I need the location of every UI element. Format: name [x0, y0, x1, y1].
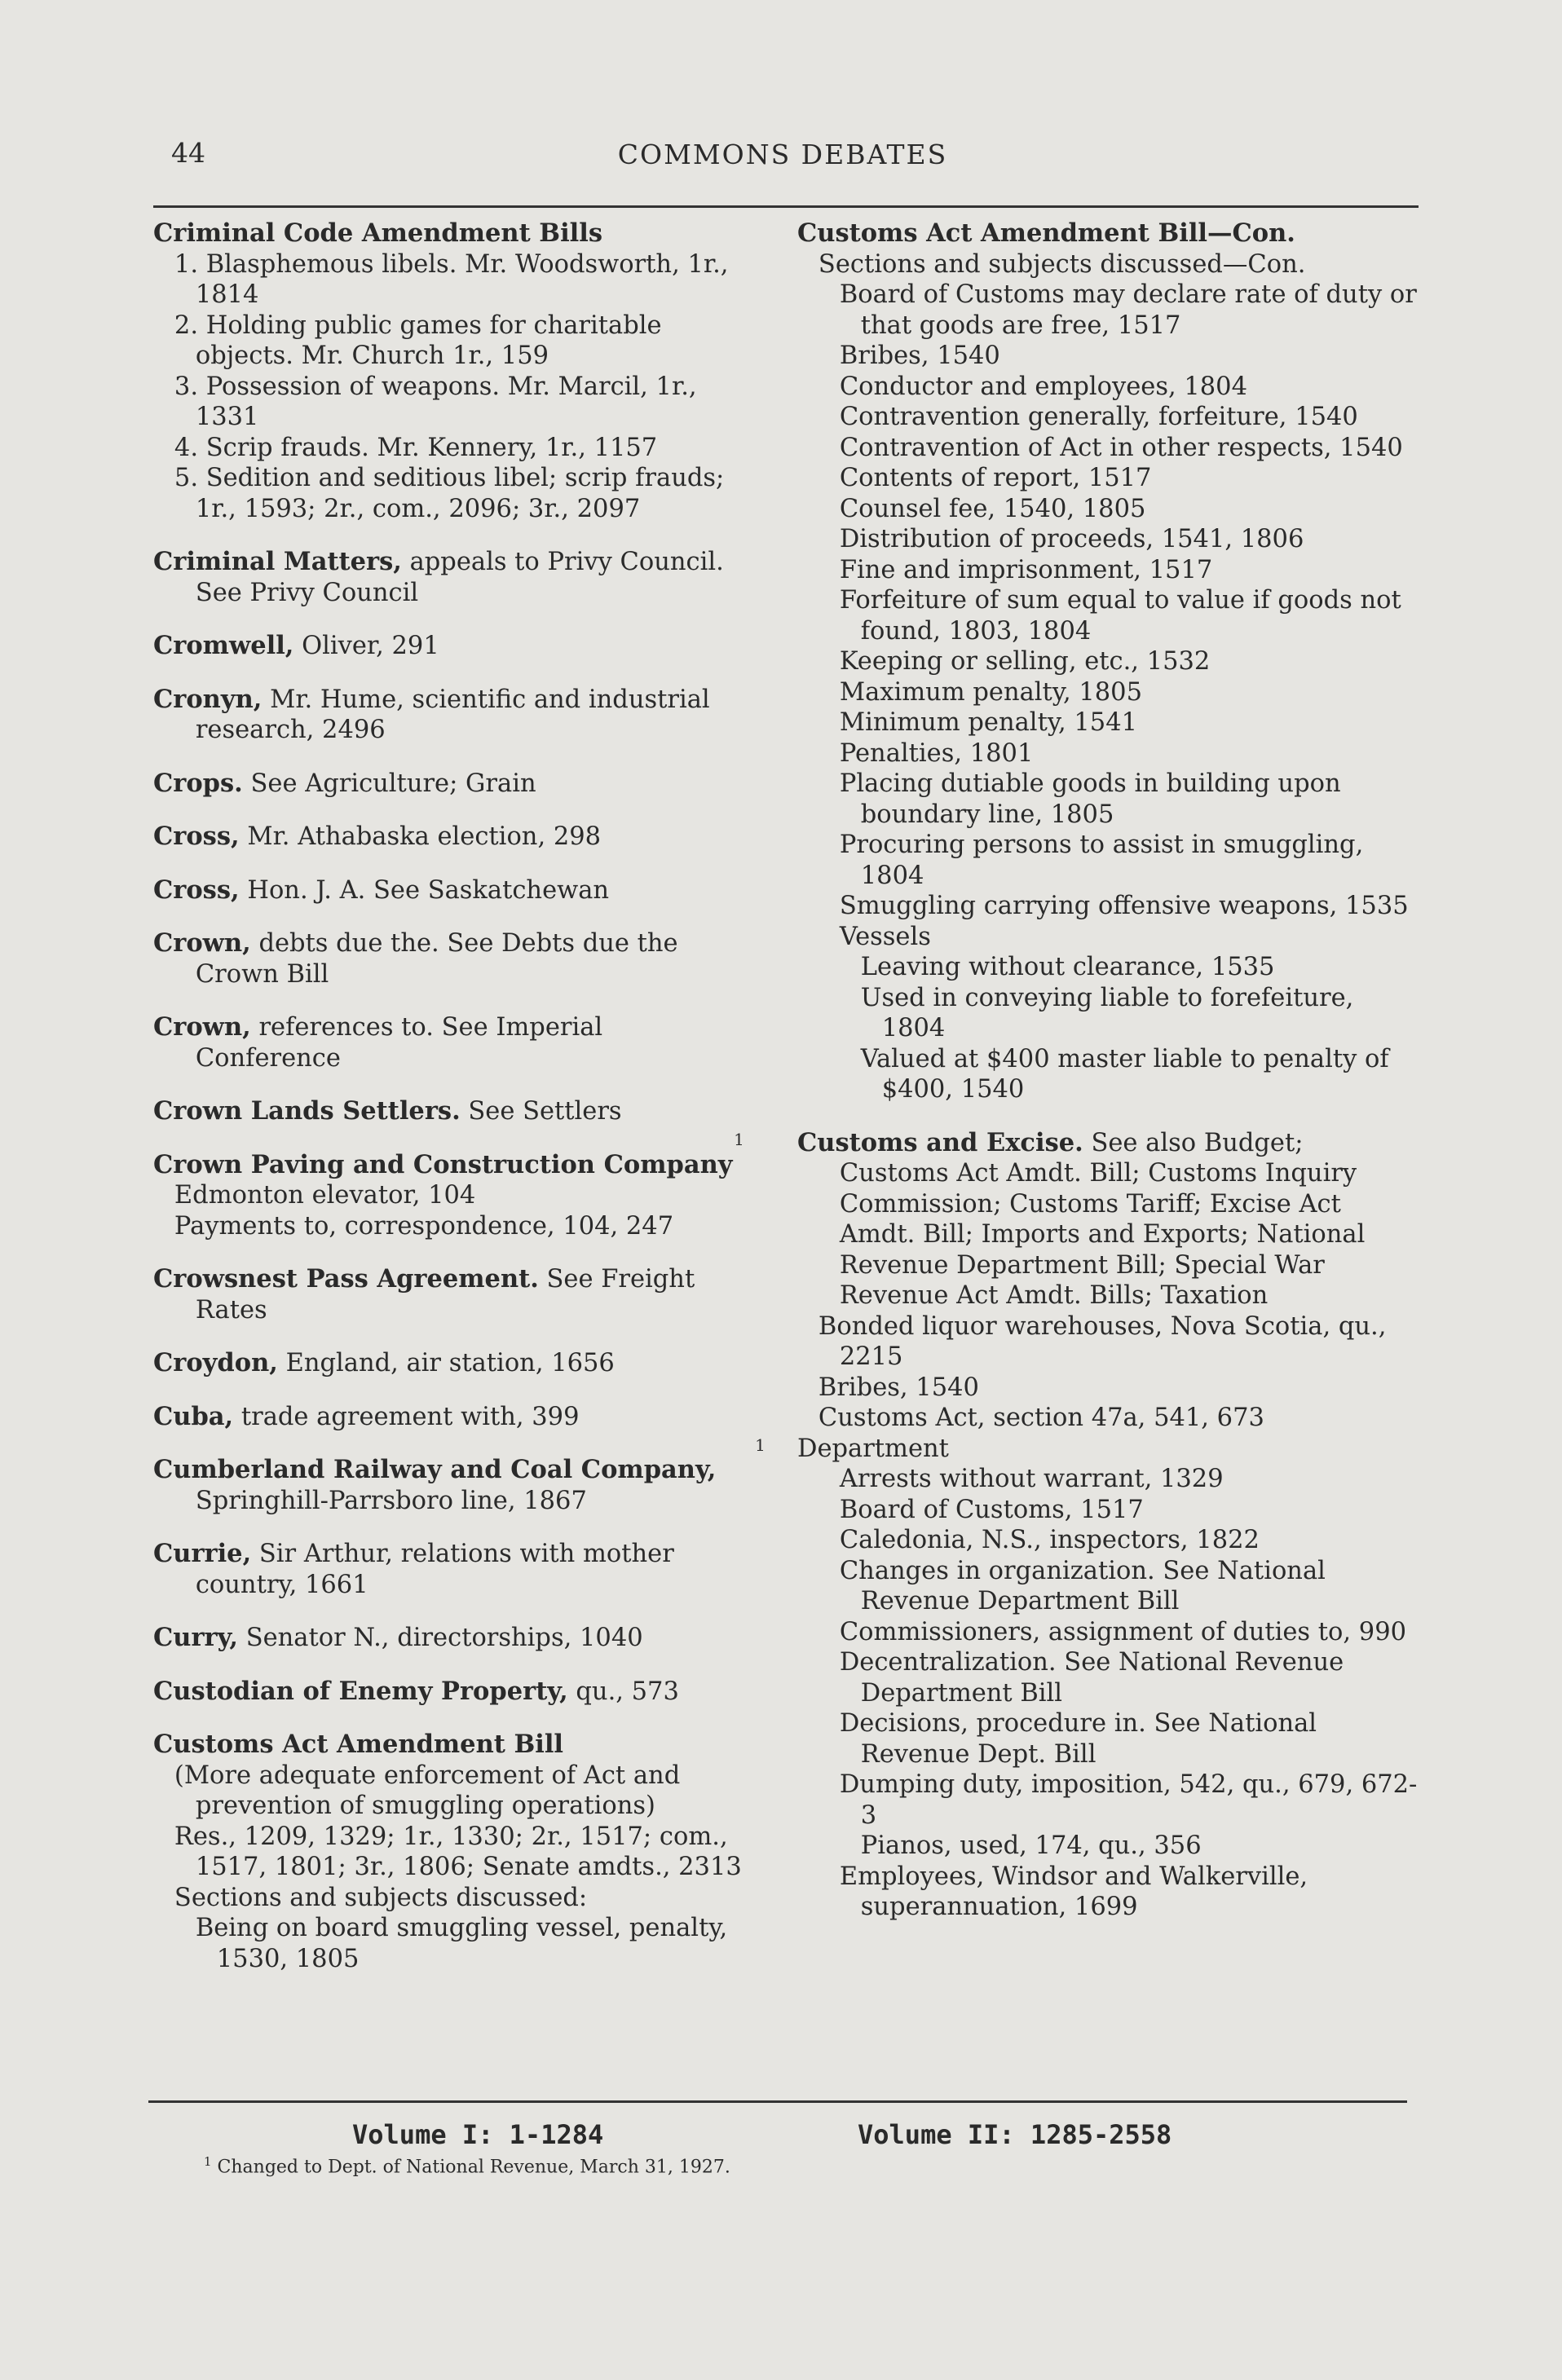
index-subentry	[153, 1211, 755, 1242]
entry-text: Bonded liquor warehouses, Nova Scotia, qu., 2215	[818, 1311, 1387, 1371]
index-subentry	[797, 1495, 1419, 1526]
entry-text: England, air station, 1656	[277, 1349, 615, 1377]
header-rule	[153, 205, 1419, 208]
index-subentry: 1 Department	[755, 1434, 949, 1463]
index-entry-heading	[153, 1096, 755, 1127]
entry-text: Senator N., directorships, 1040	[238, 1624, 643, 1652]
index-entry-heading	[153, 875, 755, 906]
entry-text: Sections and subjects discussed:	[174, 1883, 588, 1912]
entry-text: Bribes, 1540	[839, 342, 1000, 370]
entry-text: Department	[797, 1434, 949, 1463]
index-subentry	[797, 1556, 1419, 1617]
entry-text: Commissioners, assignment of duties to, 990	[839, 1617, 1406, 1646]
index-entry-heading	[153, 769, 755, 800]
index-entry-heading	[153, 822, 755, 853]
entry-term: Cromwell,	[153, 631, 294, 660]
index-entry-heading	[153, 1677, 755, 1708]
index-subentry	[797, 463, 1419, 494]
index-subentry	[153, 1913, 755, 1974]
entry-text: Smuggling carrying offensive weapons, 1535	[839, 892, 1409, 920]
entry-text: Caledonia, N.S., inspectors, 1822	[839, 1526, 1260, 1554]
footer-rule	[148, 2100, 1407, 2103]
entry-text: Distribution of proceeds, 1541, 1806	[839, 525, 1304, 553]
entry-text: See Settlers	[460, 1097, 622, 1126]
index-subentry	[797, 1647, 1419, 1708]
index-subentry	[797, 1373, 1419, 1404]
index-entry-heading	[153, 547, 755, 608]
index-subentry	[797, 1403, 1419, 1434]
entry-text: Vessels	[839, 922, 931, 951]
entry-text: Counsel fee, 1540, 1805	[839, 494, 1146, 523]
index-subentry	[797, 1770, 1419, 1831]
entry-text: Oliver, 291	[293, 632, 439, 660]
index-subentry	[797, 952, 1419, 983]
index-subentry	[797, 830, 1419, 891]
entry-text: See Freight Rates	[195, 1265, 695, 1324]
running-head: COMMONS DEBATES	[617, 139, 948, 170]
entry-text: Decisions, procedure in. See National Revenue Dept. Bill	[839, 1709, 1317, 1769]
index-entry-heading	[153, 1348, 755, 1379]
entry-term: Croydon,	[153, 1348, 278, 1377]
index-subentry	[797, 1831, 1419, 1862]
index-entry-heading	[797, 218, 1419, 249]
entry-text: Leaving without clearance, 1535	[860, 953, 1275, 981]
entry-text: Sir Arthur, relations with mother country, 1661	[195, 1540, 674, 1599]
index-entry-heading	[153, 685, 755, 746]
index-subentry	[153, 1761, 755, 1822]
entry-text: 2. Holding public games for charitable objects. Mr. Church 1r., 159	[174, 311, 662, 370]
index-subentry	[153, 249, 755, 311]
entry-text: Contravention generally, forfeiture, 1540	[839, 403, 1358, 431]
index-subentry	[153, 463, 755, 524]
entry-text: Keeping or selling, etc., 1532	[839, 647, 1211, 676]
entry-text: (More adequate enforcement of Act and prevention of smuggling operations)	[174, 1761, 681, 1820]
index-entry-heading	[153, 218, 755, 249]
index-subentry	[797, 922, 1419, 953]
entry-text: Hon. J. A. See Saskatchewan	[239, 875, 610, 905]
entry-term: Customs Act Amendment Bill—Con.	[797, 218, 1295, 248]
index-subentry	[797, 1862, 1419, 1923]
footnote	[204, 2154, 730, 2177]
footnote-marker: 1	[204, 2154, 212, 2169]
index-entry-heading	[153, 1730, 755, 1761]
entry-text: references to. See Imperial Conference	[195, 1013, 603, 1073]
entry-text: Pianos, used, 174, qu., 356	[860, 1831, 1202, 1860]
index-subentry	[797, 738, 1419, 769]
entry-text: Maximum penalty, 1805	[839, 677, 1142, 707]
entry-text: 3. Possession of weapons. Mr. Marcil, 1r., 1331	[174, 372, 697, 431]
index-subentry	[797, 677, 1419, 708]
entry-term: Cuba,	[153, 1401, 234, 1431]
index-subentry	[797, 494, 1419, 525]
entry-text: Arrests without warrant, 1329	[839, 1465, 1224, 1493]
page-number: 44	[171, 137, 205, 169]
entry-term: Criminal Code Amendment Bills	[153, 218, 603, 248]
entry-text: Minimum penalty, 1541	[839, 708, 1138, 737]
entry-text: Mr. Athabaska election, 298	[239, 822, 602, 851]
entry-text: Res., 1209, 1329; 1r., 1330; 2r., 1517; com., 1517, 1801; 3r., 1806; Senate amdts., 2313	[174, 1822, 742, 1881]
entry-text: See Agriculture; Grain	[242, 769, 536, 798]
index-subentry	[797, 1525, 1419, 1556]
entry-term: Cross,	[153, 875, 240, 905]
entry-text: 4. Scrip frauds. Mr. Kennery, 1r., 1157	[174, 433, 658, 462]
index-entry-heading	[153, 1455, 755, 1516]
entry-text: Fine and imprisonment, 1517	[839, 555, 1213, 584]
index-subentry	[153, 372, 755, 433]
index-subentry	[797, 341, 1419, 372]
entry-text: qu., 573	[567, 1677, 679, 1706]
footnote-text: Changed to Dept. of National Revenue, March 31, 1927.	[217, 2157, 730, 2178]
index-entry-heading: 1 Customs and Excise. See also Budget; Customs Act Amdt. Bill; Customs Inquiry Commission; Customs Tariff; Excise Act Amdt. Bill; Imports and Exports; National Revenue Department Bill; Special War Revenue Act Amdt. Bills; Taxation	[734, 1127, 1366, 1310]
entry-text: Decentralization. See National Revenue Department Bill	[839, 1648, 1344, 1708]
index-subentry	[797, 891, 1419, 922]
entry-text: Payments to, correspondence, 104, 247	[174, 1211, 674, 1241]
entry-term: Curry,	[153, 1623, 239, 1652]
index-subentry	[797, 585, 1419, 646]
entry-term: Custodian of Enemy Property,	[153, 1676, 568, 1706]
index-subentry	[797, 555, 1419, 586]
entry-text: Penalties, 1801	[839, 738, 1034, 768]
entry-term: Customs and Excise.	[797, 1127, 1083, 1157]
index-subentry	[797, 372, 1419, 403]
entry-text: Procuring persons to assist in smuggling, 1804	[839, 831, 1364, 890]
entry-text: Forfeiture of sum equal to value if goods not found, 1803, 1804	[839, 586, 1401, 646]
entry-term: Crown,	[153, 928, 251, 958]
entry-text: Placing dutiable goods in building upon boundary line, 1805	[839, 769, 1341, 829]
index-subentry	[153, 1822, 755, 1883]
index-entry-heading	[153, 1264, 755, 1325]
entry-text: Contravention of Act in other respects, 1540	[839, 433, 1403, 462]
entry-text: See also Budget; Customs Act Amdt. Bill; Customs Inquiry Commission; Customs Tariff; Excise Act Amdt. Bill; Imports and Exports; National Revenue Department Bill; Special War Revenue Act Amdt. Bills; Taxation	[839, 1128, 1366, 1310]
entry-term: Crown,	[153, 1012, 251, 1042]
index-entry-heading	[153, 631, 755, 662]
index-entry-heading	[153, 928, 755, 989]
index-subentry	[797, 433, 1419, 464]
entry-term: Customs Act Amendment Bill	[153, 1730, 563, 1759]
entry-term: Currie,	[153, 1539, 252, 1568]
entry-text: trade agreement with, 399	[233, 1402, 580, 1431]
entry-term: Cumberland Railway and Coal Company,	[153, 1455, 717, 1484]
index-entry-heading	[153, 1150, 755, 1181]
entry-text: Board of Customs may declare rate of duty or that goods are free, 1517	[839, 280, 1417, 340]
index-subentry	[153, 1883, 755, 1914]
index-subentry	[797, 646, 1419, 677]
entry-text: Being on board smuggling vessel, penalty, 1530, 1805	[195, 1914, 728, 1973]
index-subentry	[153, 1180, 755, 1211]
entry-term: Crown Paving and Construction Company	[153, 1149, 733, 1179]
index-subentry	[797, 1464, 1419, 1495]
index-subentry	[797, 1311, 1419, 1373]
index-column-left	[153, 218, 755, 1974]
index-subentry	[153, 433, 755, 464]
entry-text: Customs Act, section 47a, 541, 673	[818, 1404, 1264, 1432]
entry-term: Cross,	[153, 822, 240, 851]
entry-text: Changes in organization. See National Revenue Department Bill	[839, 1556, 1326, 1615]
index-subentry	[153, 311, 755, 372]
entry-text: Conductor and employees, 1804	[839, 372, 1247, 401]
volume-range-right: Volume II: 1285-2558	[858, 2119, 1172, 2150]
entry-text: Bribes, 1540	[818, 1373, 979, 1402]
entry-text: 5. Sedition and seditious libel; scrip frauds; 1r., 1593; 2r., com., 2096; 3r., 2097	[174, 464, 725, 523]
index-entry-heading	[153, 1012, 755, 1073]
index-subentry	[797, 280, 1419, 341]
entry-text: debts due the. See Debts due the Crown Bill	[195, 929, 678, 989]
entry-text: Dumping duty, imposition, 542, qu., 679, 672-3	[839, 1770, 1418, 1830]
index-subentry	[797, 1617, 1419, 1648]
index-subentry	[797, 249, 1419, 280]
index-subentry	[797, 769, 1419, 830]
entry-term: Crown Lands Settlers.	[153, 1096, 461, 1126]
index-subentry	[797, 402, 1419, 433]
entry-text: Employees, Windsor and Walkerville, superannuation, 1699	[839, 1862, 1308, 1921]
entry-text: Edmonton elevator, 104	[174, 1181, 476, 1210]
index-column-right	[734, 218, 1419, 1923]
index-subentry	[797, 983, 1419, 1044]
entry-text: Contents of report, 1517	[839, 464, 1152, 492]
volume-range-left: Volume I: 1-1284	[352, 2119, 604, 2150]
index-subentry	[797, 1708, 1419, 1770]
entry-text: 1. Blasphemous libels. Mr. Woodsworth, 1r., 1814	[174, 249, 729, 309]
index-entry-heading	[153, 1539, 755, 1600]
entry-term: Crops.	[153, 768, 243, 798]
entry-text: Mr. Hume, scientific and industrial research, 2496	[195, 685, 710, 744]
index-entry-heading	[153, 1623, 755, 1654]
entry-term: Criminal Matters,	[153, 547, 402, 576]
index-subentry	[797, 524, 1419, 555]
entry-text: appeals to Privy Council. See Privy Council	[195, 548, 724, 607]
entry-text: Valued at $400 master liable to penalty of $400, 1540	[860, 1044, 1389, 1104]
entry-term: Cronyn,	[153, 684, 263, 714]
index-entry-heading	[153, 1402, 755, 1433]
index-subentry	[797, 707, 1419, 738]
entry-term: Crowsnest Pass Agreement.	[153, 1264, 539, 1294]
entry-text: Sections and subjects discussed—Con.	[818, 249, 1306, 279]
entry-text: Used in conveying liable to forefeiture, 1804	[860, 983, 1354, 1042]
entry-text: Board of Customs, 1517	[839, 1495, 1144, 1524]
entry-text: Springhill-Parrsboro line, 1867	[195, 1486, 587, 1515]
index-subentry	[797, 1044, 1419, 1105]
